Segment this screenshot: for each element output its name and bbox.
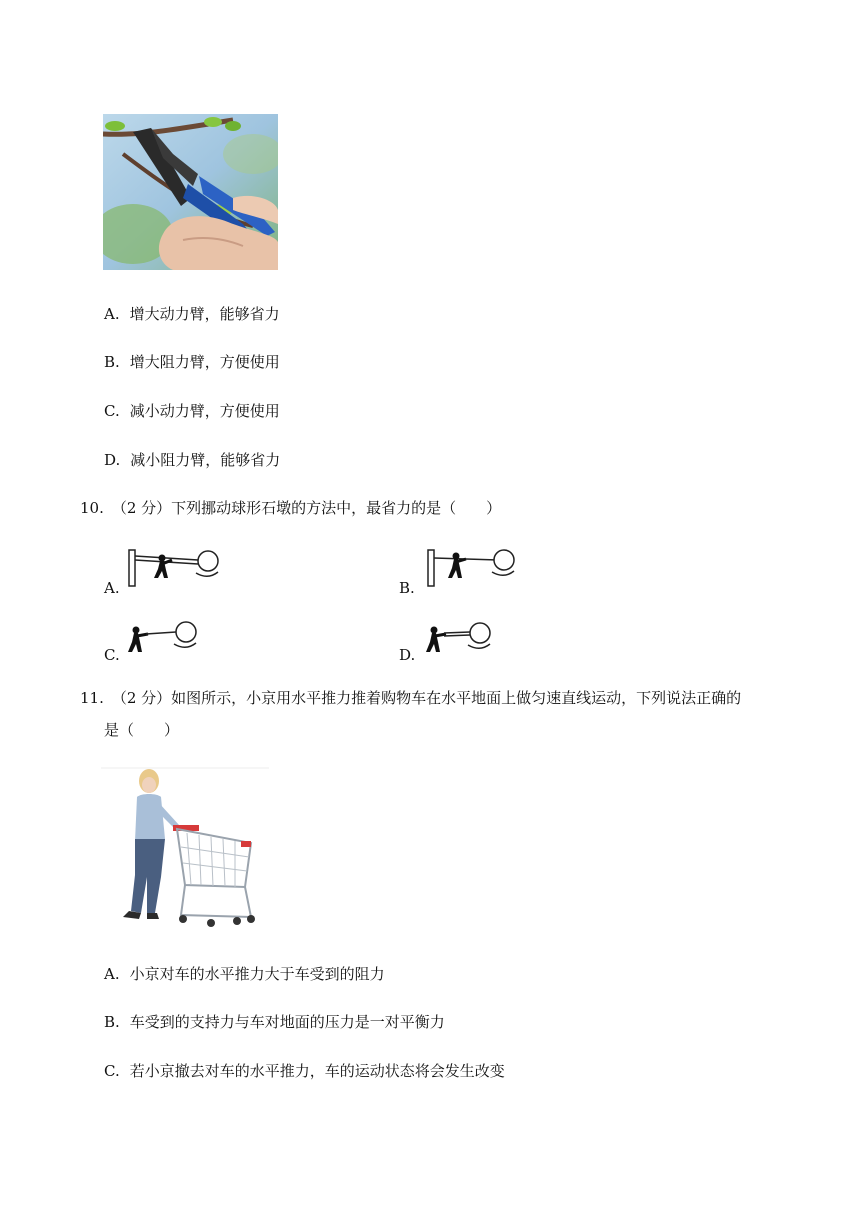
q9-option-b: B. 增大阻力臂，方便使用 <box>104 353 280 371</box>
q11-option-b: B. 车受到的支持力与车对地面的压力是一对平衡力 <box>104 1013 445 1031</box>
q10-choice-d-label: D. <box>399 646 416 664</box>
q9-option-a: A. 增大动力臂，能够省力 <box>104 305 280 323</box>
pruning-shears-photo <box>103 114 278 270</box>
q9-option-c: C. 减小动力臂，方便使用 <box>104 402 280 420</box>
q11-option-c: C. 若小京撤去对车的水平推力，车的运动状态将会发生改变 <box>104 1062 505 1080</box>
question-11-stem-line2: 是（ ） <box>104 721 180 739</box>
q11-option-a: A. 小京对车的水平推力大于车受到的阻力 <box>104 965 385 983</box>
q9-option-d: D. 减小阻力臂，能够省力 <box>104 451 281 469</box>
shopping-cart-photo <box>101 767 269 935</box>
q10-choice-c-label: C. <box>104 646 120 664</box>
q10-choice-a-label: A. <box>104 579 120 597</box>
q10-choice-c-figure <box>124 620 220 660</box>
q10-choice-a-figure <box>124 546 220 590</box>
question-10-stem: 10. （2 分）下列挪动球形石墩的方法中，最省力的是（ ） <box>80 499 502 517</box>
q10-choice-b-figure <box>424 546 520 590</box>
q10-choice-b-label: B. <box>399 579 415 597</box>
q10-choice-d-figure <box>424 620 520 660</box>
question-11-stem-line1: 11. （2 分）如图所示，小京用水平推力推着购物车在水平地面上做匀速直线运动，下列说法正确的 <box>80 689 742 707</box>
